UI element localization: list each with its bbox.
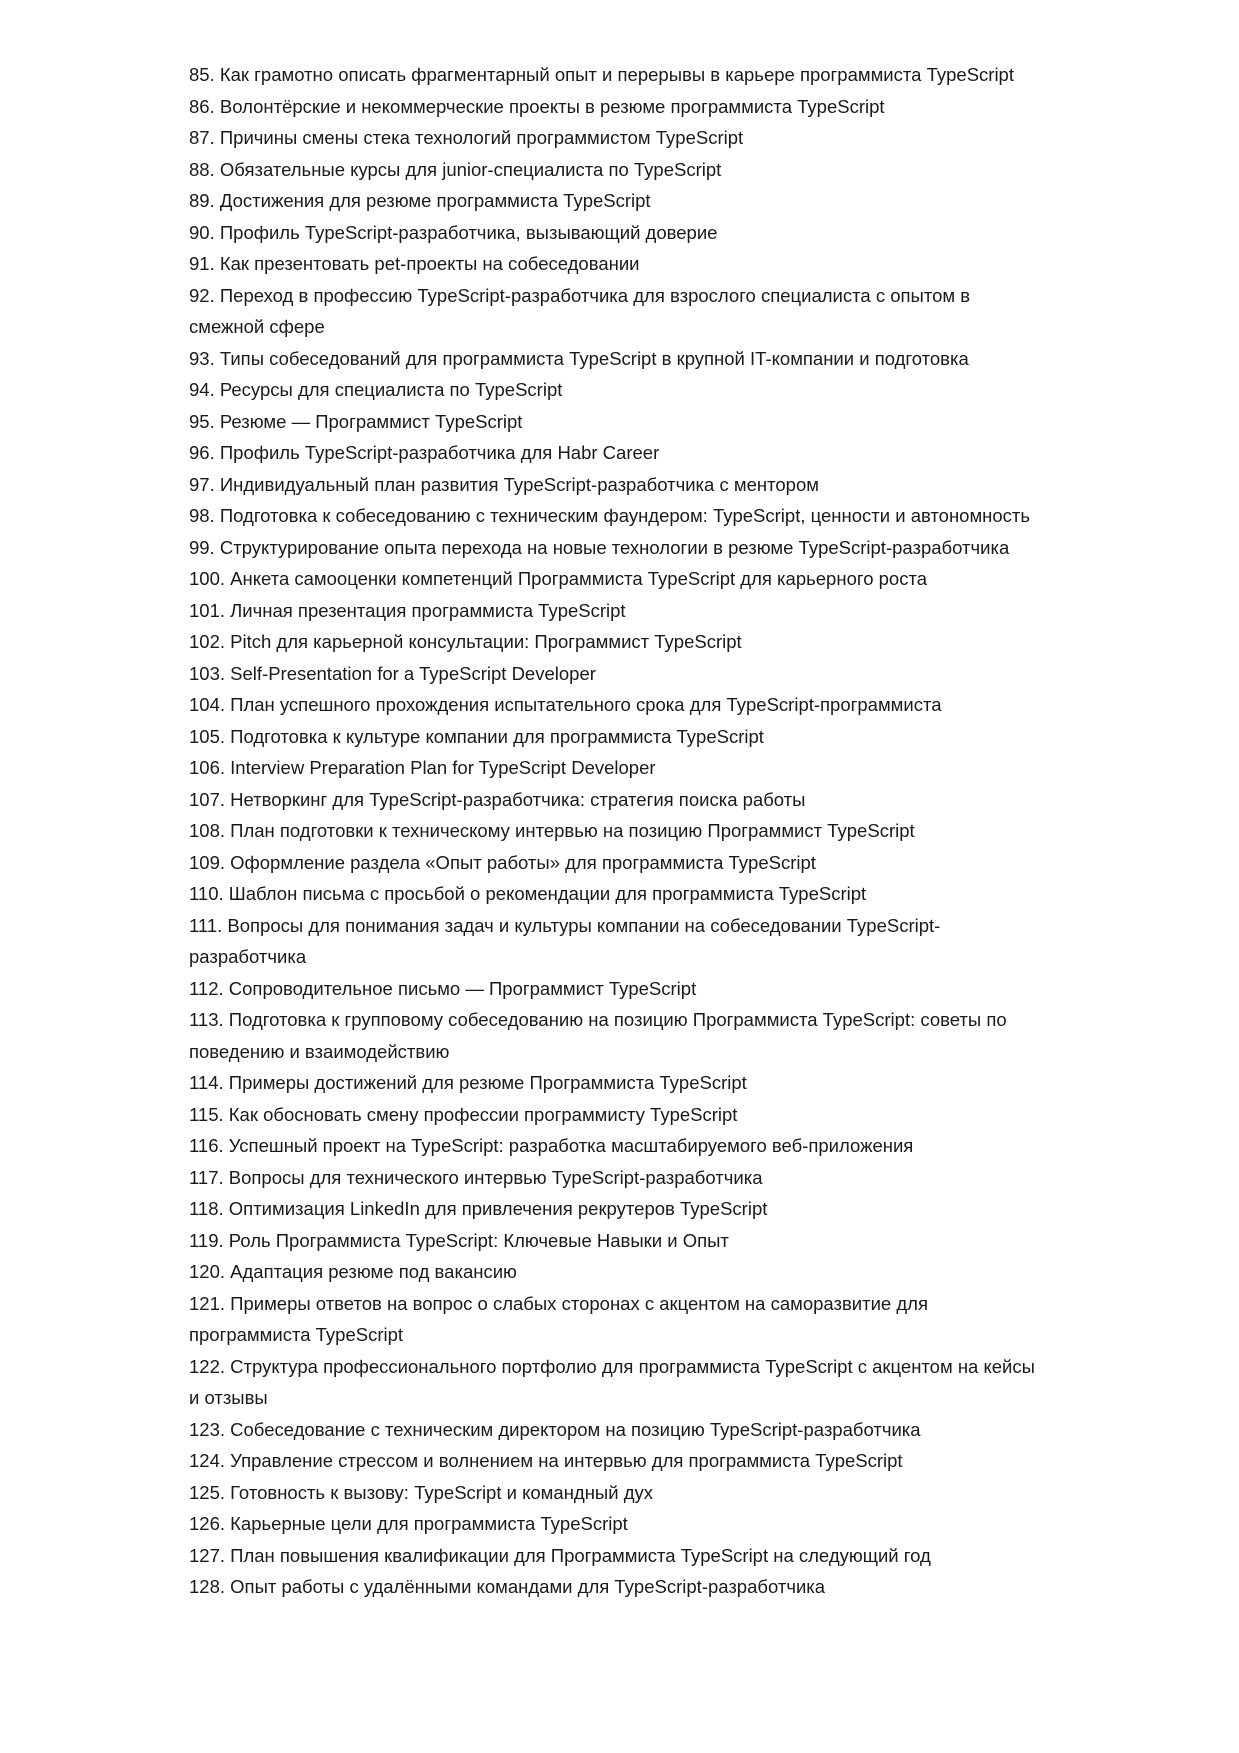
list-item [189, 469, 1049, 501]
list-item [189, 343, 1049, 375]
list-item-number: 123. [189, 1418, 226, 1440]
list-item-number: 93. [189, 347, 215, 369]
list-item-number: 88. [189, 158, 215, 180]
list-item [189, 1288, 1049, 1351]
list-item [189, 437, 1049, 469]
list-item-number: 128. [189, 1576, 226, 1597]
list-item-text: Готовность к вызову: TypeScript и командный дух [230, 1481, 653, 1503]
list-item [189, 1351, 1049, 1414]
numbered-list [189, 59, 1049, 1603]
list-item-number: 89. [189, 190, 215, 211]
list-item-number: 112. [189, 977, 224, 999]
list-item [189, 973, 1049, 1005]
list-item [189, 910, 1049, 973]
list-item-text: Профиль TypeScript-разработчика, вызывающий доверие [219, 221, 718, 243]
list-item-number: 97. [189, 473, 215, 495]
list-item-number: 117. [189, 1166, 224, 1188]
list-item-number: 106. [189, 757, 226, 778]
list-item [189, 154, 1049, 186]
list-item [189, 59, 1049, 91]
list-item [189, 248, 1049, 280]
list-item-number: 96. [189, 442, 215, 463]
list-item-text: Как обосновать смену профессии программисту TypeScript [228, 1103, 738, 1125]
list-item-number: 122. [189, 1355, 226, 1377]
list-item [189, 563, 1049, 595]
list-item [189, 1193, 1049, 1225]
list-item-number: 127. [189, 1544, 226, 1566]
list-item [189, 1414, 1049, 1446]
list-item-number: 115. [189, 1103, 224, 1125]
list-item-number: 113. [189, 1009, 224, 1030]
list-item [189, 815, 1049, 847]
list-item-text: Шаблон письма с просьбой о рекомендации для программиста TypeScript [228, 883, 867, 904]
list-item [189, 532, 1049, 564]
list-item-number: 116. [189, 1135, 224, 1156]
list-item-text: Личная презентация программиста TypeScript [230, 599, 626, 621]
list-item [189, 1540, 1049, 1572]
list-item-number: 120. [189, 1261, 226, 1282]
list-item [189, 721, 1049, 753]
list-item [189, 91, 1049, 123]
list-item-number: 107. [189, 788, 226, 810]
list-item [189, 122, 1049, 154]
list-item-number: 121. [189, 1292, 226, 1314]
list-item [189, 1508, 1049, 1540]
list-item-text: Управление стрессом и волнением на интервью для программиста TypeScript [230, 1450, 903, 1471]
list-item-number: 90. [189, 221, 215, 243]
list-item-text: План подготовки к техническому интервью на позицию Программист TypeScript [230, 820, 915, 841]
list-item-text: Волонтёрские и некоммерческие проекты в резюме программиста TypeScript [219, 95, 885, 117]
list-item [189, 1004, 1049, 1067]
list-item-text: Как презентовать pet-проекты на собеседовании [219, 253, 640, 274]
list-item-number: 95. [189, 410, 215, 432]
list-item-text: Примеры ответов на вопрос о слабых сторонах с акцентом на саморазвитие для программиста TypeScript [189, 1292, 928, 1345]
list-item-text: Обязательные курсы для junior-специалиста по TypeScript [219, 158, 722, 180]
list-item-text: Опыт работы с удалёнными командами для TypeScript-разработчика [230, 1576, 826, 1597]
list-item-number: 91. [189, 253, 215, 274]
list-item-text: Вопросы для технического интервью TypeScript-разработчика [228, 1166, 763, 1188]
list-item-text: Достижения для резюме программиста TypeScript [219, 190, 651, 211]
list-item [189, 784, 1049, 816]
list-item [189, 1256, 1049, 1288]
list-item-text: Pitch для карьерной консультации: Программист TypeScript [230, 631, 742, 652]
list-item [189, 374, 1049, 406]
list-item [189, 217, 1049, 249]
list-item-number: 100. [189, 568, 226, 589]
list-item [189, 280, 1049, 343]
list-item [189, 1162, 1049, 1194]
list-item-text: Анкета самооценки компетенций Программиста TypeScript для карьерного роста [230, 568, 928, 589]
list-item [189, 878, 1049, 910]
list-item-number: 111. [189, 914, 223, 936]
list-item-text: Роль Программиста TypeScript: Ключевые Навыки и Опыт [228, 1229, 729, 1251]
list-item-number: 102. [189, 631, 226, 652]
list-item-text: Ресурсы для специалиста по TypeScript [219, 379, 563, 400]
list-item-number: 109. [189, 851, 226, 873]
list-item-text: Причины смены стека технологий программистом TypeScript [219, 127, 744, 148]
list-item [189, 847, 1049, 879]
list-item-number: 104. [189, 694, 226, 715]
list-item [189, 752, 1049, 784]
list-item [189, 185, 1049, 217]
list-item [189, 1445, 1049, 1477]
list-item-text: Типы собеседований для программиста TypeScript в крупной IT-компании и подготовка [219, 347, 969, 369]
list-item-text: Индивидуальный план развития TypeScript-разработчика с ментором [219, 473, 819, 495]
list-item-number: 103. [189, 662, 226, 684]
list-item-text: Оптимизация LinkedIn для привлечения рекрутеров TypeScript [228, 1198, 768, 1219]
list-item-number: 118. [189, 1198, 224, 1219]
list-item-text: Подготовка к культуре компании для программиста TypeScript [230, 725, 764, 747]
list-item-text: Переход в профессию TypeScript-разработчика для взрослого специалиста с опытом в смежной сфере [189, 284, 971, 337]
list-item-text: Успешный проект на TypeScript: разработка масштабируемого веб-приложения [228, 1135, 914, 1156]
list-item [189, 500, 1049, 532]
list-item-number: 99. [189, 536, 215, 558]
list-item-number: 94. [189, 379, 215, 400]
list-item-number: 114. [189, 1072, 224, 1093]
list-item-number: 124. [189, 1450, 226, 1471]
list-item [189, 1571, 1049, 1603]
list-item-text: Структурирование опыта перехода на новые технологии в резюме TypeScript-разработчика [219, 536, 1010, 558]
list-item-number: 85. [189, 64, 215, 85]
list-item-text: Профиль TypeScript-разработчика для Habr Career [219, 442, 660, 463]
list-item [189, 1067, 1049, 1099]
list-item-text: Структура профессионального портфолио для программиста TypeScript с акцентом на кейсы и отзывы [189, 1355, 1035, 1408]
list-item [189, 1130, 1049, 1162]
list-item-text: План повышения квалификации для Программиста TypeScript на следующий год [230, 1544, 931, 1566]
list-item-number: 125. [189, 1481, 226, 1503]
list-item-text: Нетворкинг для TypeScript-разработчика: стратегия поиска работы [230, 788, 806, 810]
list-item-text: План успешного прохождения испытательного срока для TypeScript-программиста [230, 694, 942, 715]
list-item-text: Примеры достижений для резюме Программиста TypeScript [228, 1072, 747, 1093]
list-item [189, 1477, 1049, 1509]
list-item-text: Резюме — Программист TypeScript [219, 410, 523, 432]
list-item [189, 1099, 1049, 1131]
list-item-text: Вопросы для понимания задач и культуры компании на собеседовании TypeScript-разработчика [189, 914, 941, 967]
list-item [189, 689, 1049, 721]
list-item-number: 110. [189, 883, 224, 904]
list-item-text: Сопроводительное письмо — Программист TypeScript [228, 977, 697, 999]
list-item [189, 406, 1049, 438]
list-item-text: Как грамотно описать фрагментарный опыт и перерывы в карьере программиста TypeScript [219, 64, 1014, 85]
list-item-number: 105. [189, 725, 226, 747]
list-item [189, 595, 1049, 627]
list-item-text: Карьерные цели для программиста TypeScript [230, 1513, 628, 1534]
list-item-number: 87. [189, 127, 215, 148]
list-item-number: 92. [189, 284, 215, 306]
list-item [189, 626, 1049, 658]
list-item-number: 86. [189, 95, 215, 117]
list-item-text: Оформление раздела «Опыт работы» для программиста TypeScript [230, 851, 816, 873]
list-item-text: Self-Presentation for a TypeScript Developer [230, 662, 596, 684]
list-item-number: 98. [189, 505, 215, 526]
list-item-text: Interview Preparation Plan for TypeScript Developer [230, 757, 656, 778]
list-item-number: 108. [189, 820, 226, 841]
list-item-text: Адаптация резюме под вакансию [230, 1261, 517, 1282]
list-item-number: 126. [189, 1513, 226, 1534]
list-item-text: Подготовка к групповому собеседованию на позицию Программиста TypeScript: советы по поведению и взаимодействию [189, 1009, 1007, 1062]
list-item-text: Собеседование с техническим директором на позицию TypeScript-разработчика [230, 1418, 921, 1440]
list-item-number: 101. [189, 599, 226, 621]
list-item [189, 1225, 1049, 1257]
list-item [189, 658, 1049, 690]
list-item-number: 119. [189, 1229, 224, 1251]
list-item-text: Подготовка к собеседованию с техническим фаундером: TypeScript, ценности и автономность [219, 505, 1031, 526]
